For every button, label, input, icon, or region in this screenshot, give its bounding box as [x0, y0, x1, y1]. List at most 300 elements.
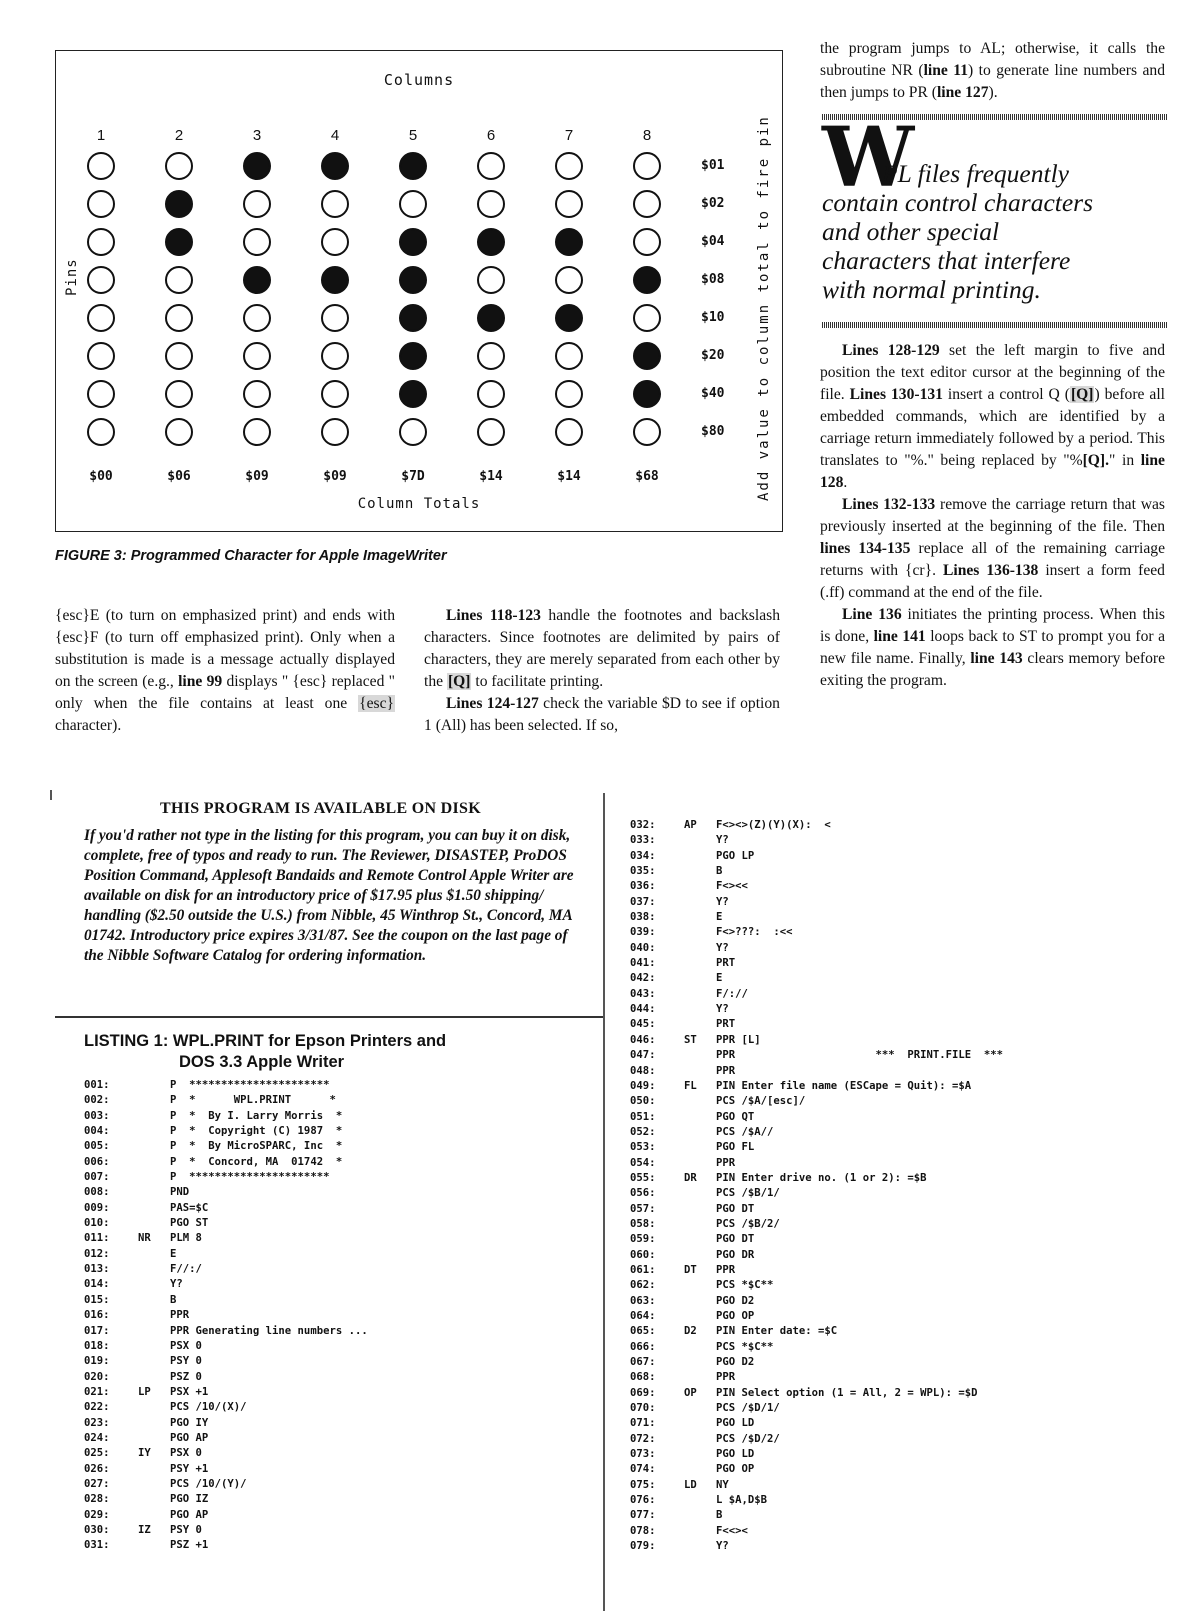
code-text: L $A,D$B: [716, 1494, 768, 1507]
column-total: $09: [245, 469, 269, 484]
column-total: $7D: [401, 469, 425, 484]
code-line: [630, 1217, 1003, 1232]
horizontal-divider: [55, 1016, 603, 1018]
code-text: PPR Generating line numbers ...: [170, 1324, 368, 1337]
code-label: DT: [684, 1263, 697, 1276]
code-line-number: 070:: [630, 1402, 656, 1415]
empty-pin-dot: [477, 380, 505, 408]
code-line: [630, 1263, 1003, 1278]
column-number-4: 4: [330, 127, 340, 144]
code-line-number: 042:: [630, 972, 656, 985]
listing-title-line-1: LISTING 1: WPL.PRINT for Epson Printers and: [84, 1032, 447, 1050]
code-line-number: 063:: [630, 1294, 656, 1307]
code-listing-left: [84, 1078, 368, 1554]
col3-bold-6: lines 134-135: [820, 540, 911, 557]
code-label: LD: [684, 1478, 697, 1491]
code-line: [630, 1248, 1003, 1263]
code-line: [630, 833, 1003, 848]
code-line: [84, 1477, 368, 1492]
empty-pin-dot: [165, 304, 193, 332]
code-line-number: 031:: [84, 1539, 110, 1552]
code-line-number: 019:: [84, 1355, 110, 1368]
col3-bold-4: line 128: [820, 452, 1165, 491]
filled-pin-dot: [399, 152, 427, 180]
empty-pin-dot: [633, 304, 661, 332]
empty-pin-dot: [243, 304, 271, 332]
code-text: PGO DT: [716, 1202, 755, 1215]
col3-text-3: ) before all embedded commands, which are identified by a carriage return immediately followed by a period. This translates to "%." being replaced by "%: [820, 386, 1165, 469]
pull-quote-text: [822, 159, 1167, 304]
code-text: PGO IY: [170, 1416, 209, 1429]
code-line-number: 076:: [630, 1494, 656, 1507]
code-line: [630, 1370, 1003, 1385]
code-line: [630, 849, 1003, 864]
code-text: PIN Enter drive no. (1 or 2): =$B: [716, 1171, 927, 1184]
code-line: [630, 1324, 1003, 1339]
code-line: [84, 1308, 368, 1323]
code-text: Y?: [716, 895, 729, 908]
code-text: F/://: [716, 987, 748, 1000]
code-line-number: 024:: [84, 1431, 110, 1444]
code-line-number: 010:: [84, 1217, 110, 1230]
code-line: [84, 1446, 368, 1461]
empty-pin-dot: [165, 380, 193, 408]
code-line-number: 037:: [630, 895, 656, 908]
code-text: B: [716, 865, 723, 878]
code-line: [630, 1033, 1003, 1048]
code-line-number: 055:: [630, 1171, 656, 1184]
row-value: $40: [701, 386, 725, 401]
column-total: $06: [167, 469, 191, 484]
filled-pin-dot: [399, 228, 427, 256]
empty-pin-dot: [633, 152, 661, 180]
code-text: PGO AP: [170, 1508, 209, 1521]
filled-pin-dot: [165, 190, 193, 218]
code-line-number: 078:: [630, 1524, 656, 1537]
code-text: PIN Enter date: =$C: [716, 1325, 838, 1338]
code-line-number: 069:: [630, 1386, 656, 1399]
col3-bold-3: [Q].: [1082, 452, 1110, 469]
row-value: $01: [701, 158, 725, 173]
figure-totals-title: Column Totals: [357, 496, 481, 512]
empty-pin-dot: [165, 266, 193, 294]
code-line-number: 002:: [84, 1094, 110, 1107]
figure-caption: FIGURE 3: Programmed Character for Apple ImageWriter: [55, 548, 447, 564]
code-text: PGO FL: [716, 1141, 755, 1154]
code-label: AP: [684, 819, 697, 831]
code-line-number: 007:: [84, 1171, 110, 1184]
code-line-number: 013:: [84, 1263, 110, 1276]
code-line: [84, 1262, 368, 1277]
empty-pin-dot: [321, 418, 349, 446]
code-line-number: 035:: [630, 865, 656, 878]
code-line: [630, 879, 1003, 894]
code-line-number: 075:: [630, 1478, 656, 1491]
code-text: PSZ 0: [170, 1370, 202, 1383]
empty-pin-dot: [243, 418, 271, 446]
empty-pin-dot: [165, 342, 193, 370]
code-label: FL: [684, 1079, 697, 1092]
code-text: PIN Enter file name (ESCape = Quit): =$A: [716, 1079, 972, 1092]
code-text: PGO IZ: [170, 1493, 209, 1506]
code-text: PPR: [716, 1263, 736, 1276]
code-text: PIN Select option (1 = All, 2 = WPL): =$D: [716, 1386, 978, 1399]
filled-pin-dot: [399, 380, 427, 408]
code-line: [630, 1432, 1003, 1447]
code-line: [630, 971, 1003, 986]
col3-text-9: initiates the printing process. When this is done,: [820, 606, 1165, 645]
code-text: Y?: [716, 1540, 729, 1553]
code-text: B: [716, 1509, 723, 1522]
filled-pin-dot: [633, 380, 661, 408]
code-text: PPR *** PRINT.FILE ***: [716, 1049, 1004, 1062]
code-line: [630, 1156, 1003, 1171]
code-line: [84, 1277, 368, 1292]
code-label: LP: [138, 1385, 151, 1398]
code-text: PCS /$B/2/: [716, 1217, 780, 1230]
col3-bold-1: Lines 128-129: [842, 342, 940, 359]
empty-pin-dot: [87, 418, 115, 446]
code-line-number: 043:: [630, 987, 656, 1000]
code-text: PRT: [716, 957, 736, 970]
column-total: $14: [557, 469, 581, 484]
code-line-number: 021:: [84, 1385, 110, 1398]
code-text: PGO LD: [716, 1448, 755, 1461]
code-text: PSZ +1: [170, 1539, 209, 1552]
col2-text-2: to facilitate printing.: [471, 673, 604, 690]
empty-pin-dot: [477, 152, 505, 180]
code-text: PRT: [716, 1018, 736, 1031]
code-line: [630, 1340, 1003, 1355]
code-line-number: 017:: [84, 1324, 110, 1337]
code-line-number: 009:: [84, 1201, 110, 1214]
code-text: PCS /10/(X)/: [170, 1401, 247, 1414]
code-line: [84, 1339, 368, 1354]
code-text: PSX 0: [170, 1447, 202, 1460]
figure-side-label: Add value to column total to fire pin: [756, 115, 772, 501]
code-line: [630, 1401, 1003, 1416]
code-line: [630, 1002, 1003, 1017]
col1-bold-1: line 99: [178, 673, 223, 690]
code-line-number: 064:: [630, 1310, 656, 1322]
code-line: [630, 1508, 1003, 1523]
column-number-3: 3: [252, 127, 262, 144]
code-line: [630, 1309, 1003, 1324]
code-line-number: 034:: [630, 849, 656, 862]
code-line: [630, 1478, 1003, 1493]
code-line: [84, 1324, 368, 1339]
filled-pin-dot: [321, 152, 349, 180]
code-line: [630, 1079, 1003, 1094]
code-line: [630, 910, 1003, 925]
empty-pin-dot: [555, 418, 583, 446]
code-line-number: 014:: [84, 1278, 110, 1291]
code-text: PSX 0: [170, 1339, 202, 1352]
section-tick: [50, 790, 52, 800]
empty-pin-dot: [321, 228, 349, 256]
column-number-6: 6: [486, 127, 496, 144]
empty-pin-dot: [555, 266, 583, 294]
code-text: F//:/: [170, 1263, 202, 1276]
code-text: PGO LP: [716, 849, 755, 862]
code-label: NR: [138, 1232, 151, 1245]
code-line-number: 047:: [630, 1049, 656, 1062]
code-text: PGO OP: [716, 1310, 755, 1322]
col3-text-11: clears memory before exiting the program.: [820, 650, 1165, 689]
listing-title: [84, 1031, 446, 1073]
pull-quote-line-5: with normal printing.: [822, 275, 1041, 304]
col3-text-2: insert a control Q (: [942, 386, 1070, 403]
col3-bold-9: line 141: [873, 628, 926, 645]
code-line-number: 058:: [630, 1217, 656, 1230]
col1-text-2: displays " {esc} replaced " only when the file contains at least one: [55, 673, 395, 712]
code-text: PGO OP: [716, 1463, 755, 1476]
row-value: $04: [701, 234, 725, 249]
column-total: $00: [89, 469, 113, 484]
code-line: [84, 1155, 368, 1170]
filled-pin-dot: [243, 266, 271, 294]
code-text: P **********************: [170, 1079, 330, 1091]
filled-pin-dot: [399, 266, 427, 294]
filled-pin-dot: [633, 342, 661, 370]
code-text: PGO AP: [170, 1431, 209, 1444]
col3-text-1: set the left margin to five and position the text editor cursor at the beginning of the file.: [820, 342, 1165, 403]
code-line: [630, 864, 1003, 879]
code-line-number: 005:: [84, 1140, 110, 1153]
empty-pin-dot: [555, 190, 583, 218]
code-text: P **********************: [170, 1171, 330, 1184]
code-line-number: 029:: [84, 1508, 110, 1521]
filled-pin-dot: [243, 152, 271, 180]
code-text: PPR [L]: [716, 1033, 761, 1046]
code-text: PCS /10/(Y)/: [170, 1477, 247, 1490]
code-line-number: 079:: [630, 1540, 656, 1553]
code-line: [84, 1231, 368, 1246]
code-label: OP: [684, 1386, 697, 1399]
article-column-2: [424, 605, 780, 737]
col3top-text-3: ).: [988, 84, 998, 101]
code-line-number: 077:: [630, 1509, 656, 1522]
code-line-number: 018:: [84, 1339, 110, 1352]
code-line: [630, 1232, 1003, 1247]
code-line: [630, 1202, 1003, 1217]
code-text: PGO LD: [716, 1417, 755, 1430]
code-text: PCS *$C**: [716, 1340, 774, 1353]
code-line: [630, 1140, 1003, 1155]
code-line: [630, 1539, 1003, 1554]
code-line: [630, 895, 1003, 910]
code-line-number: 062:: [630, 1279, 656, 1292]
code-line: [630, 1355, 1003, 1370]
empty-pin-dot: [87, 152, 115, 180]
code-line-number: 033:: [630, 834, 656, 847]
column-number-8: 8: [642, 127, 652, 144]
col1-text-3: character).: [55, 717, 122, 734]
code-line-number: 003:: [84, 1109, 110, 1122]
code-line: [630, 1110, 1003, 1125]
code-text: E: [170, 1247, 177, 1260]
code-line: [84, 1462, 368, 1477]
code-text: PAS=$C: [170, 1201, 209, 1214]
code-text: PCS /$A//: [716, 1125, 774, 1138]
code-line-number: 011:: [84, 1232, 110, 1245]
code-line-number: 059:: [630, 1233, 656, 1246]
row-value: $02: [701, 196, 725, 211]
code-line: [630, 818, 1003, 833]
code-text: Y?: [716, 834, 729, 847]
code-label: D2: [684, 1325, 697, 1338]
empty-pin-dot: [399, 190, 427, 218]
article-column-3-top: [820, 38, 1165, 104]
col3-text-5: .: [843, 474, 848, 491]
code-text: PCS /$A/[esc]/: [716, 1095, 806, 1108]
code-text: E: [716, 911, 723, 924]
empty-pin-dot: [321, 304, 349, 332]
empty-pin-dot: [633, 418, 661, 446]
code-text: PGO DT: [716, 1233, 755, 1246]
listing-title-line-2: DOS 3.3 Apple Writer: [179, 1053, 345, 1071]
code-text: Y?: [170, 1278, 183, 1291]
filled-pin-dot: [555, 304, 583, 332]
code-line-number: 025:: [84, 1447, 110, 1460]
code-line: [630, 1064, 1003, 1079]
code-text: Y?: [716, 941, 729, 954]
column-number-2: 2: [174, 127, 184, 144]
code-text: PGO ST: [170, 1217, 209, 1230]
empty-pin-dot: [165, 152, 193, 180]
pull-quote-line-3: and other special: [822, 217, 1000, 246]
code-line: [630, 1524, 1003, 1539]
column-number-7: 7: [564, 127, 574, 144]
code-text: B: [170, 1293, 177, 1306]
code-text: PGO D2: [716, 1294, 755, 1307]
code-text: P * WPL.PRINT *: [170, 1094, 336, 1107]
column-total: $09: [323, 469, 347, 484]
code-line-number: 001:: [84, 1079, 110, 1091]
code-line-number: 039:: [630, 926, 656, 939]
code-line: [630, 1048, 1003, 1063]
code-text: NY: [716, 1478, 729, 1491]
col3top-text-2: ) to generate line numbers and then jumps to PR (: [820, 62, 1166, 101]
col1-highlight-1: {esc}: [359, 695, 394, 712]
filled-pin-dot: [477, 228, 505, 256]
code-line: [630, 1416, 1003, 1431]
code-line-number: 050:: [630, 1095, 656, 1108]
filled-pin-dot: [477, 304, 505, 332]
empty-pin-dot: [555, 342, 583, 370]
empty-pin-dot: [477, 342, 505, 370]
code-text: PSY 0: [170, 1355, 202, 1368]
article-column-1: [55, 605, 395, 737]
empty-pin-dot: [477, 266, 505, 294]
row-value: $80: [701, 424, 725, 439]
code-line-number: 032:: [630, 819, 656, 831]
col3-bold-5: Lines 132-133: [842, 496, 936, 513]
code-text: PPR: [716, 1371, 736, 1384]
code-listing-right: [630, 818, 1003, 1555]
code-line-number: 004:: [84, 1125, 110, 1138]
code-line-number: 028:: [84, 1493, 110, 1506]
vertical-divider: [603, 793, 605, 1611]
figure-columns-title: Columns: [383, 71, 455, 89]
empty-pin-dot: [399, 418, 427, 446]
code-line: [84, 1124, 368, 1139]
code-label: DR: [684, 1171, 697, 1184]
code-line-number: 045:: [630, 1018, 656, 1031]
code-text: PCS *$C**: [716, 1279, 774, 1292]
empty-pin-dot: [321, 190, 349, 218]
empty-pin-dot: [87, 304, 115, 332]
code-line: [84, 1109, 368, 1124]
col3-text-7: replace all of the remaining carriage returns with {cr}.: [820, 540, 1166, 579]
pull-quote-initial: W: [822, 110, 915, 206]
code-text: F<<><: [716, 1524, 748, 1537]
empty-pin-dot: [87, 228, 115, 256]
column-number-1: 1: [96, 127, 106, 144]
code-line: [630, 987, 1003, 1002]
filled-pin-dot: [633, 266, 661, 294]
code-text: P * By I. Larry Morris *: [170, 1109, 343, 1122]
code-line: [630, 1017, 1003, 1032]
col3-text-4: " in: [1109, 452, 1141, 469]
code-line-number: 046:: [630, 1033, 656, 1046]
empty-pin-dot: [321, 380, 349, 408]
code-text: F<><>(Z)(Y)(X): <: [716, 819, 831, 831]
pull-quote-line-2: contain control characters: [822, 188, 1094, 217]
code-line-number: 051:: [630, 1110, 656, 1123]
code-line: [84, 1400, 368, 1415]
code-line-number: 016:: [84, 1309, 110, 1322]
code-line-number: 056:: [630, 1187, 656, 1200]
code-text: PCS /$D/1/: [716, 1402, 780, 1415]
filled-pin-dot: [321, 266, 349, 294]
code-text: F<><<: [716, 880, 748, 893]
code-line-number: 074:: [630, 1463, 656, 1476]
column-number-5: 5: [408, 127, 418, 144]
code-line: [84, 1370, 368, 1385]
empty-pin-dot: [87, 266, 115, 294]
pull-quote-line-4: characters that interfere: [822, 246, 1071, 275]
empty-pin-dot: [243, 342, 271, 370]
code-line: [84, 1139, 368, 1154]
code-line-number: 023:: [84, 1416, 110, 1429]
empty-pin-dot: [321, 342, 349, 370]
code-line-number: 008:: [84, 1186, 110, 1199]
column-total: $14: [479, 469, 503, 484]
code-line: [630, 941, 1003, 956]
col2-bold-1: Lines 118-123: [446, 607, 541, 624]
col3-text-10: loops back to ST to prompt you for a new file name. Finally,: [820, 628, 1165, 667]
pull-quote-bottom-rule: [822, 322, 1167, 328]
code-text: Y?: [716, 1003, 729, 1016]
code-line-number: 040:: [630, 941, 656, 954]
filled-pin-dot: [399, 304, 427, 332]
empty-pin-dot: [633, 228, 661, 256]
col3-bold-7: Lines 136-138: [942, 562, 1039, 579]
code-line: [84, 1170, 368, 1185]
empty-pin-dot: [555, 380, 583, 408]
col3-bold-10: line 143: [970, 650, 1023, 667]
code-text: PCS /$D/2/: [716, 1432, 780, 1445]
code-line-number: 020:: [84, 1370, 110, 1383]
empty-pin-dot: [633, 190, 661, 218]
code-line: [84, 1354, 368, 1369]
code-text: PPR: [716, 1156, 736, 1169]
code-line-number: 049:: [630, 1079, 656, 1092]
code-line: [630, 1186, 1003, 1201]
code-text: E: [716, 972, 723, 985]
code-line: [84, 1093, 368, 1108]
